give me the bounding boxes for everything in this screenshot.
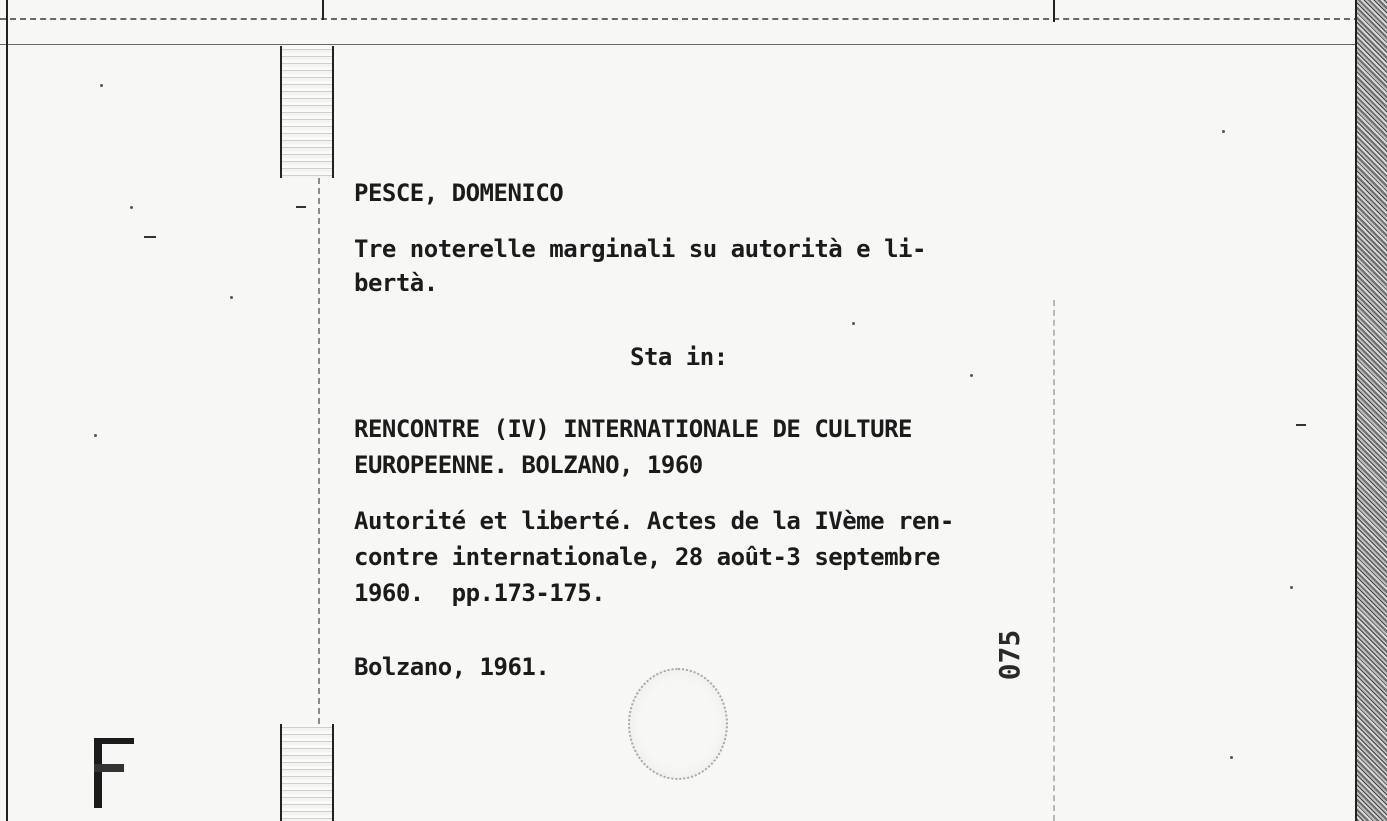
card-top-marker xyxy=(322,0,324,20)
top-rule xyxy=(0,18,1360,20)
scan-dash xyxy=(1296,424,1306,426)
scan-speck xyxy=(1230,756,1233,759)
in-label: Sta in: xyxy=(630,343,728,371)
scanner-edge-strip xyxy=(1355,0,1387,821)
catalog-number-stamp: 075 xyxy=(992,629,1026,681)
punch-hole xyxy=(628,668,728,780)
source-line-1: RENCONTRE (IV) INTERNATIONALE DE CULTURE xyxy=(354,415,912,443)
scan-speck xyxy=(852,322,855,325)
detail-line-2: contre internationale, 28 août-3 septembre xyxy=(354,543,940,571)
scan-speck xyxy=(94,434,97,437)
index-tab-upper xyxy=(280,46,334,178)
right-top-marker xyxy=(1053,0,1055,22)
author-heading: PESCE, DOMENICO xyxy=(354,179,564,207)
left-edge-line xyxy=(6,0,8,821)
scan-speck xyxy=(230,296,233,299)
title-line-2: bertà. xyxy=(354,269,438,297)
top-rule-lower xyxy=(0,44,1360,45)
scan-speck xyxy=(970,374,973,377)
scan-speck xyxy=(1222,130,1225,133)
scan-dash xyxy=(144,236,156,238)
card-left-edge xyxy=(318,178,320,724)
scan-speck xyxy=(100,84,103,87)
imprint-line: Bolzano, 1961. xyxy=(354,653,550,681)
letter-f-mark xyxy=(90,730,138,810)
scan-dash xyxy=(296,206,306,208)
scan-speck xyxy=(130,206,133,209)
detail-line-1: Autorité et liberté. Actes de la IVème ren- xyxy=(354,507,954,535)
title-line-1: Tre noterelle marginali su autorità e li- xyxy=(354,235,926,263)
index-tab-lower xyxy=(280,724,334,821)
source-line-2: EUROPEENNE. BOLZANO, 1960 xyxy=(354,451,703,479)
detail-line-3: 1960. pp.173-175. xyxy=(354,579,606,607)
right-card-edge xyxy=(1053,300,1055,821)
scan-speck xyxy=(1290,586,1293,589)
